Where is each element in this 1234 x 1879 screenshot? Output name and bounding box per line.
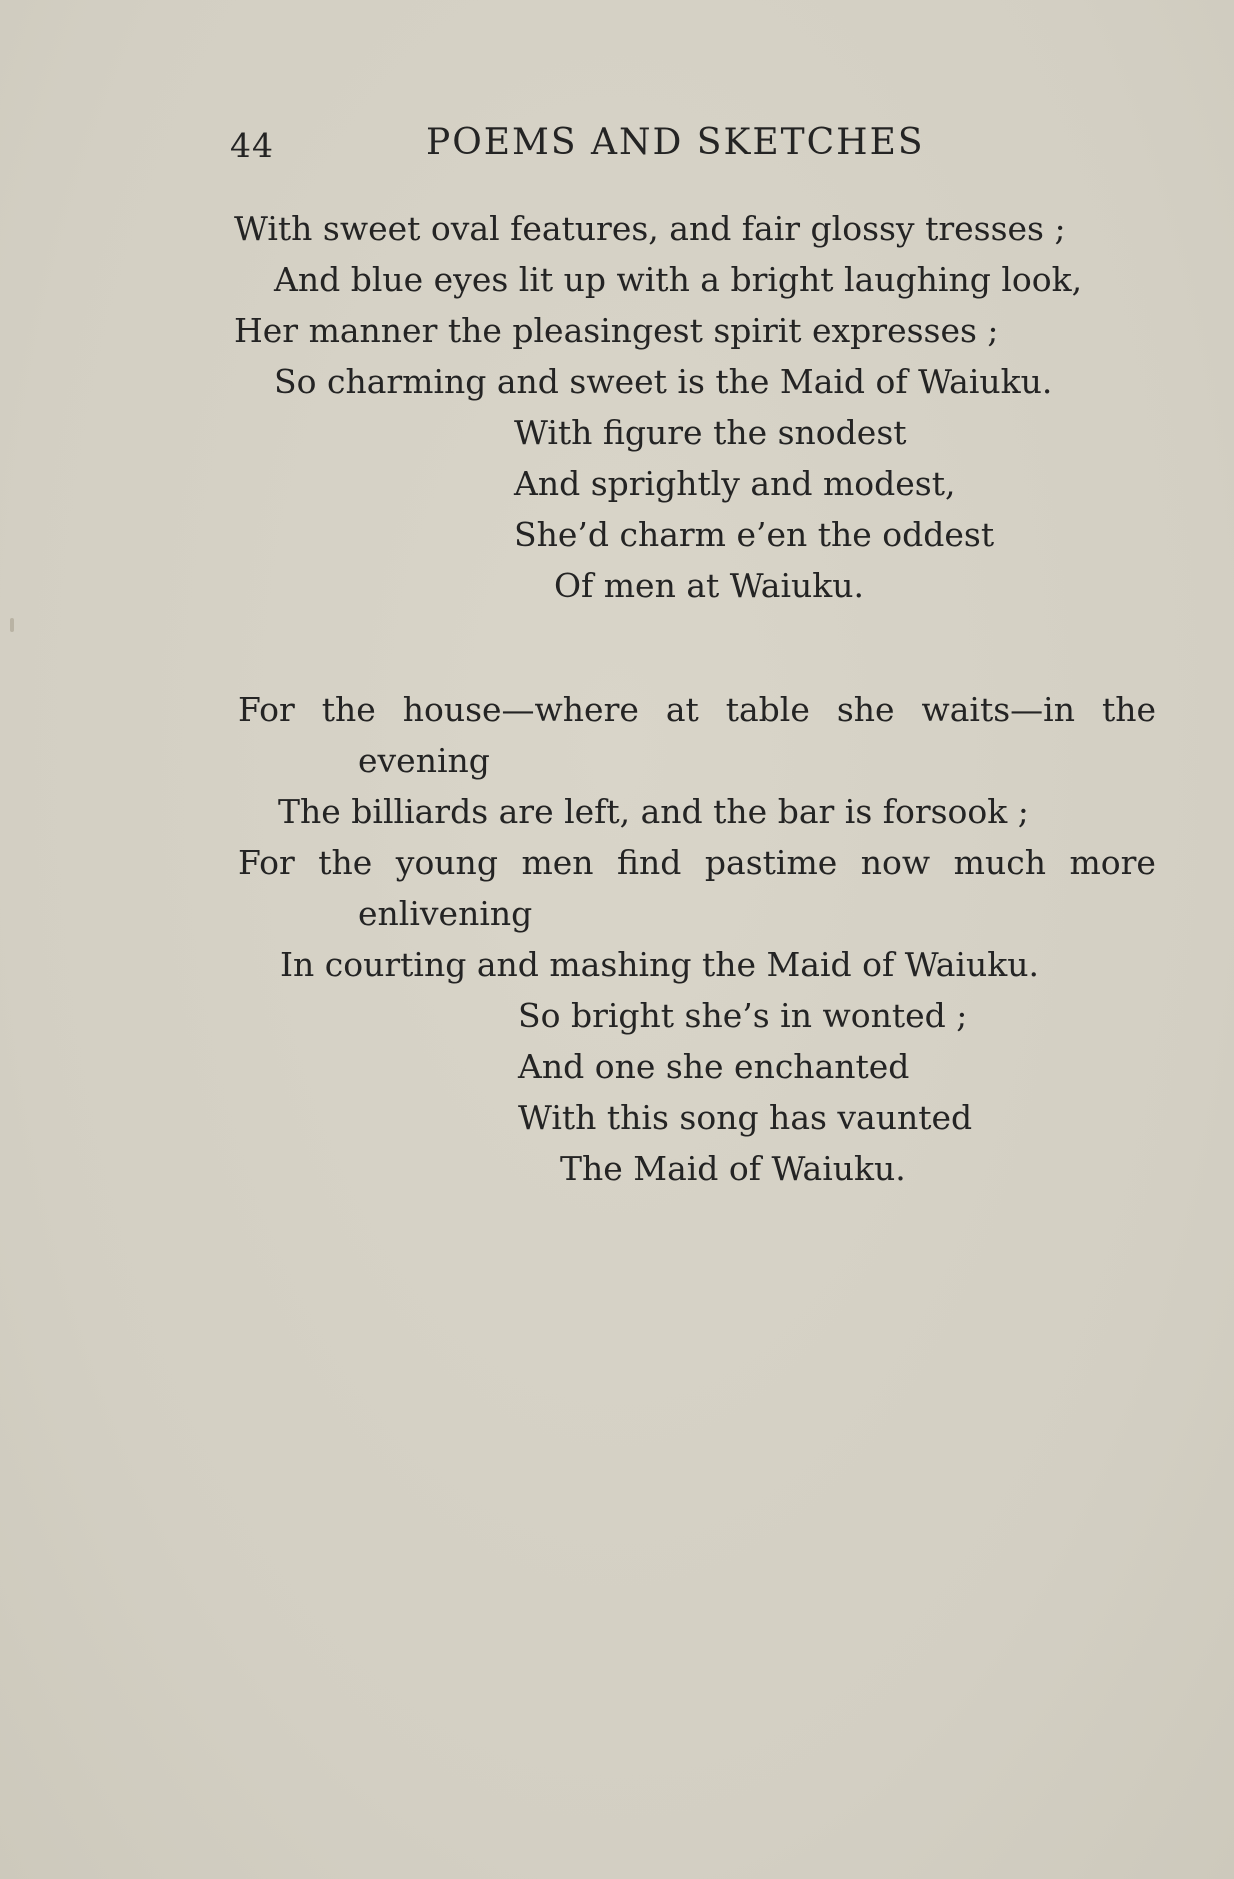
page-edge-mark [10,618,14,632]
word: find [617,843,682,882]
word: now [860,843,931,882]
stanza1-line-5: With figure the snodest [514,413,907,452]
word: much [953,843,1046,882]
stanza1-line-8: Of men at Waiuku. [554,566,865,605]
stanza1-line-7: She’d charm e’en the oddest [514,515,995,554]
stanza2-line-3 [238,843,1156,882]
word: the [321,690,376,729]
stanza2-line-2: The billiards are left, and the bar is forsook ; [278,792,1029,831]
word: the [1101,690,1156,729]
stanza2-line-1-continuation: evening [358,741,490,780]
word: pastime [704,843,838,882]
stanza2-line-8: The Maid of Waiuku. [560,1149,906,1188]
stanza2-line-4: In courting and mashing the Maid of Waiuku. [280,945,1039,984]
word: waits—in [921,690,1075,729]
stanza1-line-1: With sweet oval features, and fair glossy tresses ; [234,209,1066,248]
running-title: POEMS AND SKETCHES [426,122,925,163]
page-number: 44 [230,126,274,165]
stanza2-line-3-continuation: enlivening [358,894,533,933]
stanza1-line-2: And blue eyes lit up with a bright laughing look, [274,260,1083,299]
stanza1-line-6: And sprightly and modest, [514,464,956,503]
word: house—where [402,690,639,729]
stanza2-line-5: So bright she’s in wonted ; [518,996,968,1035]
stanza2-line-7: With this song has vaunted [518,1098,973,1137]
word: For [238,843,295,882]
word: For [238,690,295,729]
word: the [318,843,373,882]
page-header [0,118,1234,168]
word: men [521,843,594,882]
word: table [725,690,810,729]
word: young [395,843,498,882]
stanza2-line-6: And one she enchanted [518,1047,910,1086]
stanza1-line-4: So charming and sweet is the Maid of Waiuku. [274,362,1053,401]
word: she [836,690,895,729]
stanza1-line-3: Her manner the pleasingest spirit expresses ; [234,311,999,350]
word: at [665,690,699,729]
stanza2-line-1 [238,690,1156,729]
word: more [1069,843,1156,882]
